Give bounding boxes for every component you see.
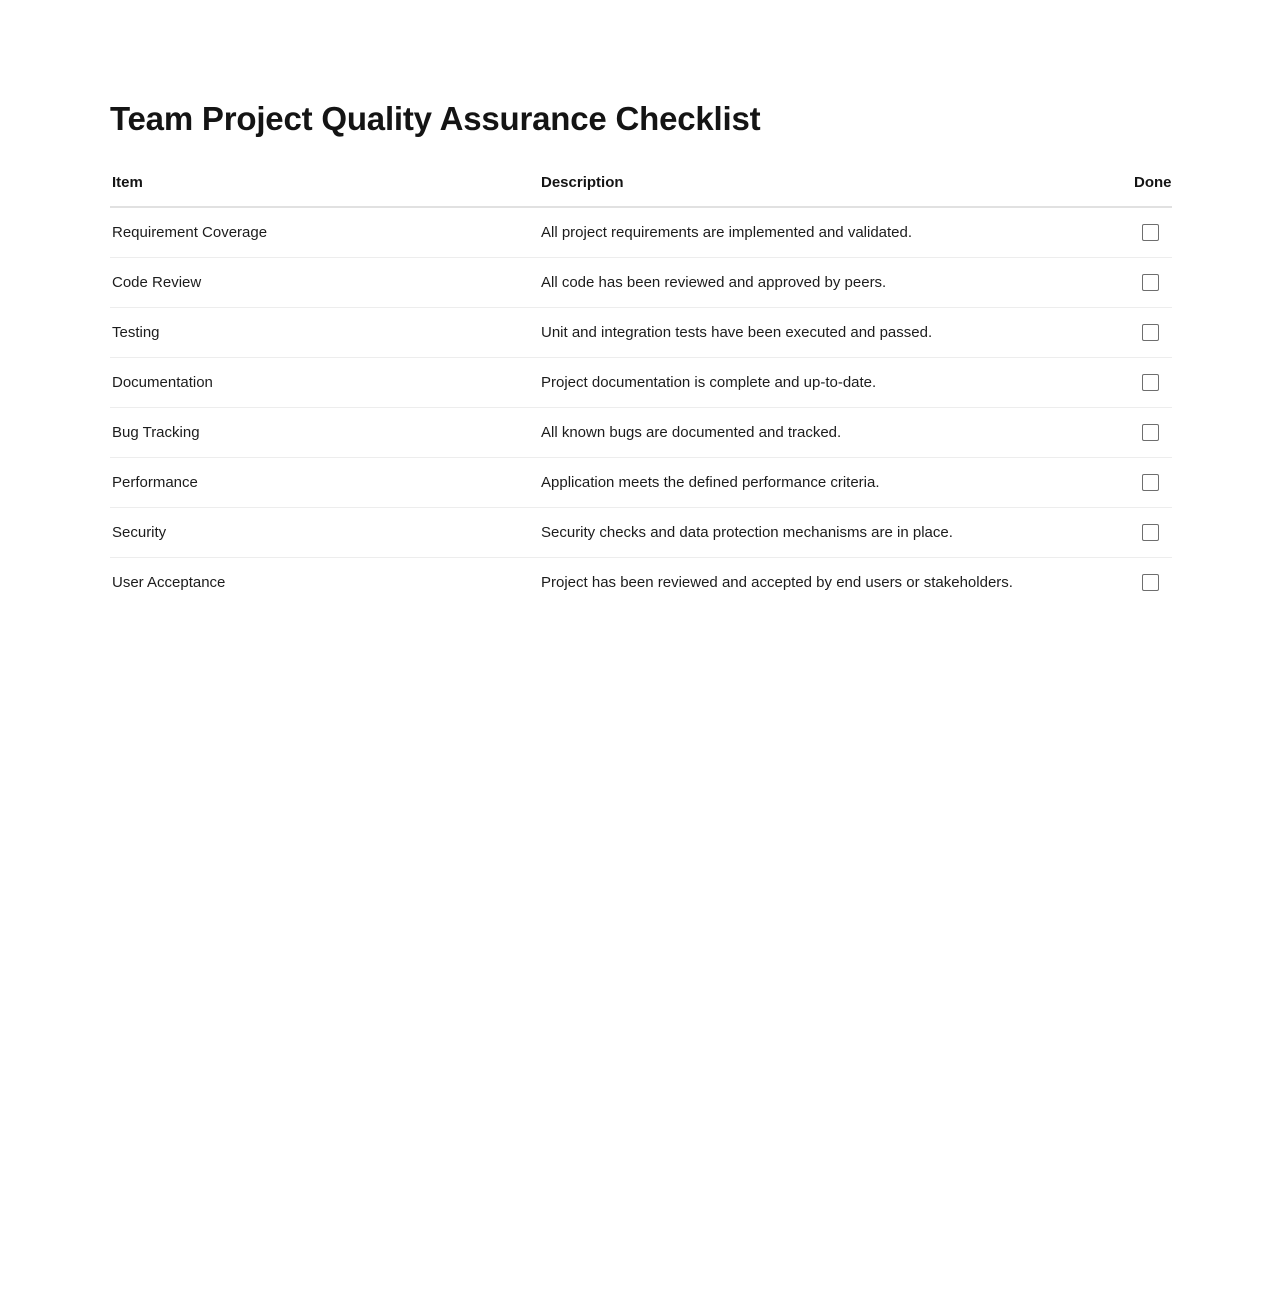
table-row [110, 408, 1172, 458]
cell-description: Security checks and data protection mechanisms are in place. [540, 508, 1122, 558]
cell-done [1122, 508, 1172, 558]
cell-item: Code Review [110, 258, 540, 308]
cell-item: Bug Tracking [110, 408, 540, 458]
table-row [110, 308, 1172, 358]
cell-done [1122, 408, 1172, 458]
cell-description: All code has been reviewed and approved by peers. [540, 258, 1122, 308]
table-row [110, 558, 1172, 608]
cell-description: Project has been reviewed and accepted by end users or stakeholders. [541, 574, 1013, 591]
cell-description: Project documentation is complete and up-to-date. [540, 358, 1122, 408]
cell-done [1122, 258, 1172, 308]
table-row [110, 358, 1172, 408]
table-row [110, 207, 1172, 258]
cell-item: Requirement Coverage [110, 207, 540, 258]
column-header-description: Description [540, 174, 1122, 207]
checkbox-unchecked-icon[interactable] [1142, 324, 1159, 341]
checkbox-unchecked-icon[interactable] [1142, 424, 1159, 441]
column-header-item: Item [110, 174, 540, 207]
cell-description: Unit and integration tests have been executed and passed. [540, 308, 1122, 358]
cell-done [1122, 207, 1172, 258]
cell-item: Documentation [110, 358, 540, 408]
qa-checklist-table [110, 174, 1172, 607]
checkbox-unchecked-icon[interactable] [1142, 574, 1159, 591]
checkbox-unchecked-icon[interactable] [1142, 474, 1159, 491]
cell-done [1122, 558, 1172, 608]
table-row [110, 508, 1172, 558]
cell-description: All project requirements are implemented and validated. [540, 207, 1122, 258]
checkbox-unchecked-icon[interactable] [1142, 274, 1159, 291]
table-header [110, 174, 1172, 207]
table-body [110, 207, 1172, 607]
cell-item: Performance [110, 458, 540, 508]
checkbox-unchecked-icon[interactable] [1142, 374, 1159, 391]
cell-done [1122, 458, 1172, 508]
column-header-done: Done [1122, 174, 1172, 207]
cell-done [1122, 308, 1172, 358]
cell-description: All known bugs are documented and tracked. [540, 408, 1122, 458]
cell-done [1122, 358, 1172, 408]
table-row [110, 258, 1172, 308]
cell-item: Testing [110, 308, 540, 358]
table-header-row [110, 174, 1172, 207]
table-row [110, 458, 1172, 508]
cell-description: Application meets the defined performance criteria. [540, 458, 1122, 508]
cell-item: Security [110, 508, 540, 558]
checkbox-unchecked-icon[interactable] [1142, 224, 1159, 241]
checkbox-unchecked-icon[interactable] [1142, 524, 1159, 541]
page-title: Team Project Quality Assurance Checklist [110, 100, 761, 137]
cell-item: User Acceptance [112, 574, 226, 591]
